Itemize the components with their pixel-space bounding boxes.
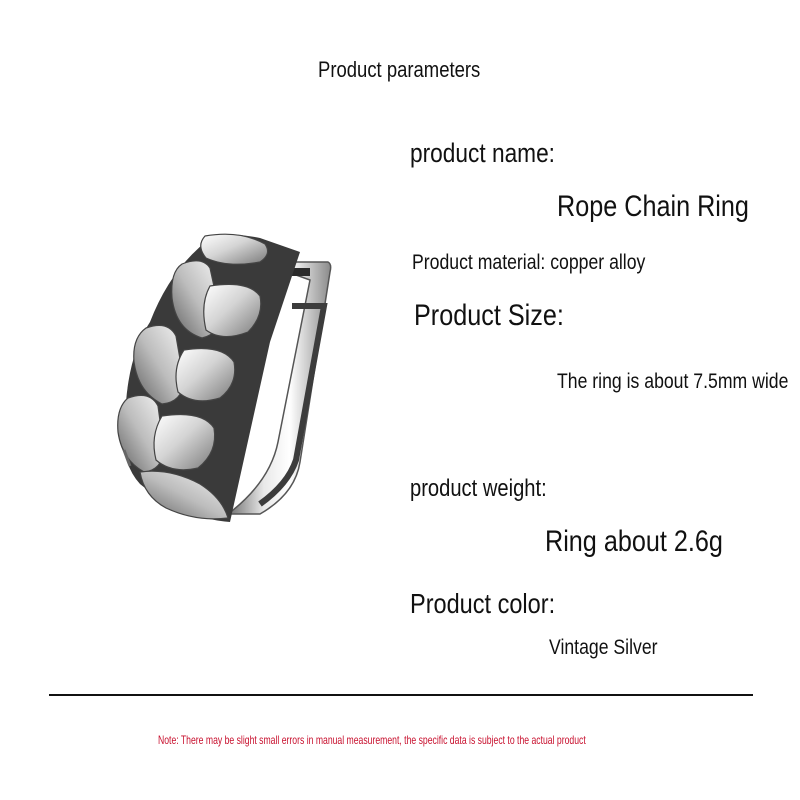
product-name-label: product name: — [410, 138, 555, 168]
product-name-value: Rope Chain Ring — [557, 190, 749, 223]
page-title: Product parameters — [318, 57, 481, 82]
product-material: Product material: copper alloy — [412, 251, 646, 274]
divider-line — [49, 694, 753, 696]
ring-product-image — [110, 222, 335, 522]
product-size-value: The ring is about 7.5mm wide — [557, 370, 789, 393]
product-color-value: Vintage Silver — [549, 636, 658, 659]
product-color-label: Product color: — [410, 588, 556, 619]
product-weight-label: product weight: — [410, 475, 547, 502]
measurement-note: Note: There may be slight small errors in manual measurement, the specific data is subject to the actual product — [158, 733, 586, 747]
product-size-label: Product Size: — [414, 299, 564, 332]
product-weight-value: Ring about 2.6g — [545, 525, 723, 558]
